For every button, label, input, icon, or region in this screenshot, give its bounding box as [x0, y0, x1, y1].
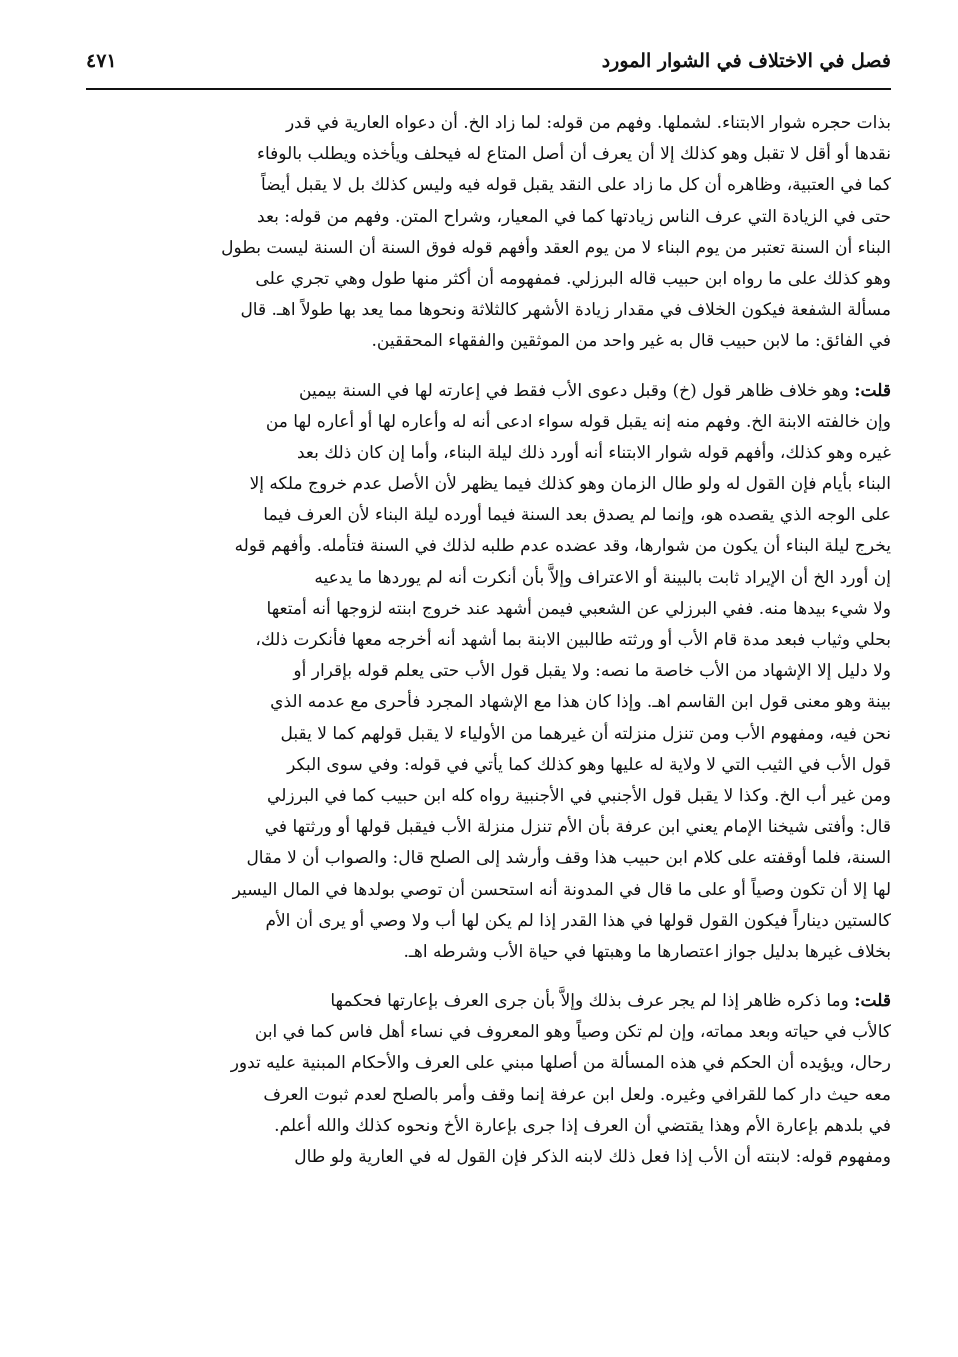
text-line: في الفائق: ما لابن حبيب قال به غير واحد من الموثقين والفقهاء المحققين.: [371, 331, 891, 352]
text-line: ومن غير أب الخ. وكذا لا يقبل قول الأجنبي في الأجنبية رواه كله ابن حبيب كما في البرزلي: [267, 785, 891, 806]
paragraph-3: [86, 986, 891, 1173]
text-line-first: [86, 376, 891, 407]
page-number: ٤٧١: [86, 50, 117, 72]
text-line: كالستين ديناراً فيكون القول قولها في هذا القدر إذا لم يكن لها أب ولا وصي أو يرى أن الأم: [265, 910, 891, 931]
text-line: بذات حجره شوار الابتناء. لشملها. وفهم من قوله: لما زاد الخ. أن دعواه العارية في قدر: [285, 113, 891, 133]
text-line: على الوجه الذي يقصده هو، وإنما لم يصدق بعد السنة فيما أورده ليلة البناء لأن العرف فيما: [263, 505, 891, 526]
text-line: رحال، ويؤيده أن الحكم في هذه المسألة من أصلها مبني على العرف والأحكام المبنية عليه تدور: [230, 1053, 891, 1074]
text-line: ولا دليل إلا الإشهاد من الأب خاصة ما نصه: ولا يقبل قول الأب حتى يعلم قوله بإقرار أو: [293, 661, 891, 682]
text-line: معه حيث دار كما للقرافي وغيره. ولعل ابن عرفة إنما وقف وأمر بالصلح لعدم ثبوت العرف: [263, 1084, 891, 1105]
qult-label: قلت:: [854, 991, 891, 1012]
text-line: بحلي وثياب فبعد مدة قام الأب أو ورثته طالبين الابنة بما أشهد أنه أخرجه معها فأنكرت ذلك،: [255, 630, 891, 650]
text-line: السنة، فلما أوقفته على كلام ابن حبيب هذا وقف وأرشد إلى الصلح قال: والصواب أن لا مقال: [246, 848, 891, 869]
text-line: بينة وهو معنى قول ابن القاسم اهـ. وإذا كان هذا مع الإشهاد المجرد فأحرى مع عدمه الذي: [270, 692, 891, 713]
text-line: البناء أن السنة تعتبر من يوم البناء لا من يوم العقد وأفهم قوله فوق السنة أن السنة ليست بطول: [221, 237, 891, 258]
text-line: حتى في الزيادة التي عرف الناس زيادتها كما في المعيار، وشراح المتن. وفهم من قوله: بعد: [257, 206, 891, 227]
qult-label: قلت:: [854, 380, 891, 401]
page-body: [86, 108, 891, 1173]
page-header: [86, 38, 891, 90]
text-line: وإن خالفته الابنة الخ. وفهم منه إنه يقبل قوله سواء ادعى أنه له وأعاره لها أو أعاره لها من: [265, 411, 891, 432]
text-line: قال: وأفتى شيخنا الإمام يعني ابن عرفة بأن الأم تنزل منزلة الأب فيقبل قولها أو ورثتها في: [264, 817, 891, 838]
text-line: بخلاف غيرها بدليل جواز اعتصارها ما وهبتها في حياة الأب وشرطه اهـ.: [403, 941, 891, 962]
text-line: وهو كذلك على ما رواه ابن حبيب قاله البرزلي. فمفهومه أن أكثر منها طول وهي تجري على: [255, 268, 891, 289]
running-title: فصل في الاختلاف في الشوار المورد: [601, 50, 891, 72]
text-line: في بلدهم بإعارة الأم وهذا يقتضي أن العرف إذا جرى بإعارة الأخ ونحوه كذلك والله أعلم.: [274, 1115, 891, 1136]
paragraph-1: [86, 108, 891, 358]
text-line: لها إلا أن تكون وصياً أو على ما قال في المدونة أنه استحسن أن توصي بولدها في المال اليسير: [232, 879, 891, 900]
text-line: ولا شيء بيدها منه. ففي البرزلي عن الشعبي فيمن أشهد عند خروج ابنته لزوجها أنه أمتعها: [266, 598, 891, 619]
text-line: مسألة الشفعة فيكون الخلاف في مقدار زيادة الأشهر كالثلاثة ونحوها مما يعد بها طولاً اهـ. قال: [240, 300, 891, 321]
text-line: كالأب في حياته وبعد مماته، وإن لم تكن وصياً وهو المعروف في نساء أهل فاس كما في ابن: [254, 1022, 891, 1043]
text-line: نقدها أو أقل لا تقبل وهو كذلك إلا أن يعرف أن أصل المتاع له فيحلف ويأخذه ويطلب بالوفاء: [256, 144, 891, 165]
text-line: قول الأب في الثيب التي لا ولاية له عليها وهو كذلك كما يأتي في قوله: وفي سوى البكر: [287, 754, 891, 775]
text-line: البناء بأيام فإن القول له ولو طال الزمان وهو كذلك فيما يظهر لأن الأصل عدم خروج ملكه إلا: [249, 474, 891, 495]
text-line: إن أورد الخ أن الإيراد ثابت بالبينة أو الاعتراف وإلاَّ بأن أنكرت أنه لم يوردها ما يدعيه: [314, 567, 891, 588]
paragraph-2: [86, 376, 891, 969]
text-line-rest: وما ذكره ظاهر إذا لم يجر عرف بذلك وإلاَّ بأن جرى العرف بإعارتها فحكمها: [330, 991, 855, 1012]
text-line: كما في العتبية، وظاهره أن كل ما زاد على النقد يقبل قوله فيه وليس كذلك بل لا يقبل أيضاً: [260, 175, 891, 196]
text-line-first: [86, 986, 891, 1017]
text-line: يخرج ليلة البناء أن يكون من شوارها، وقد عضده عدم طلبه لذلك في السنة فتأمله. وأفهم قوله: [234, 536, 891, 557]
text-line-rest: وهو خلاف ظاهر قول (خ) وقبل دعوى الأب فقط في إعارته لها في السنة بيمين: [299, 380, 855, 401]
text-line: نحن فيه، ومفهوم الأب ومن تنزل منزلته أن غيرهما من الأولياء لا يقبل قولهم كما لا يقبل: [280, 723, 891, 744]
text-line: غيره وهو كذلك، وأفهم قوله شوار الابتناء أنه أورد ذلك ليلة البناء، وأما إن كان ذلك بعد: [296, 442, 891, 463]
text-line: ومفهوم قوله: لابنته أن الأب إذا فعل ذلك لابنه الذكر فإن القول له في العارية ولو طال: [294, 1147, 891, 1167]
